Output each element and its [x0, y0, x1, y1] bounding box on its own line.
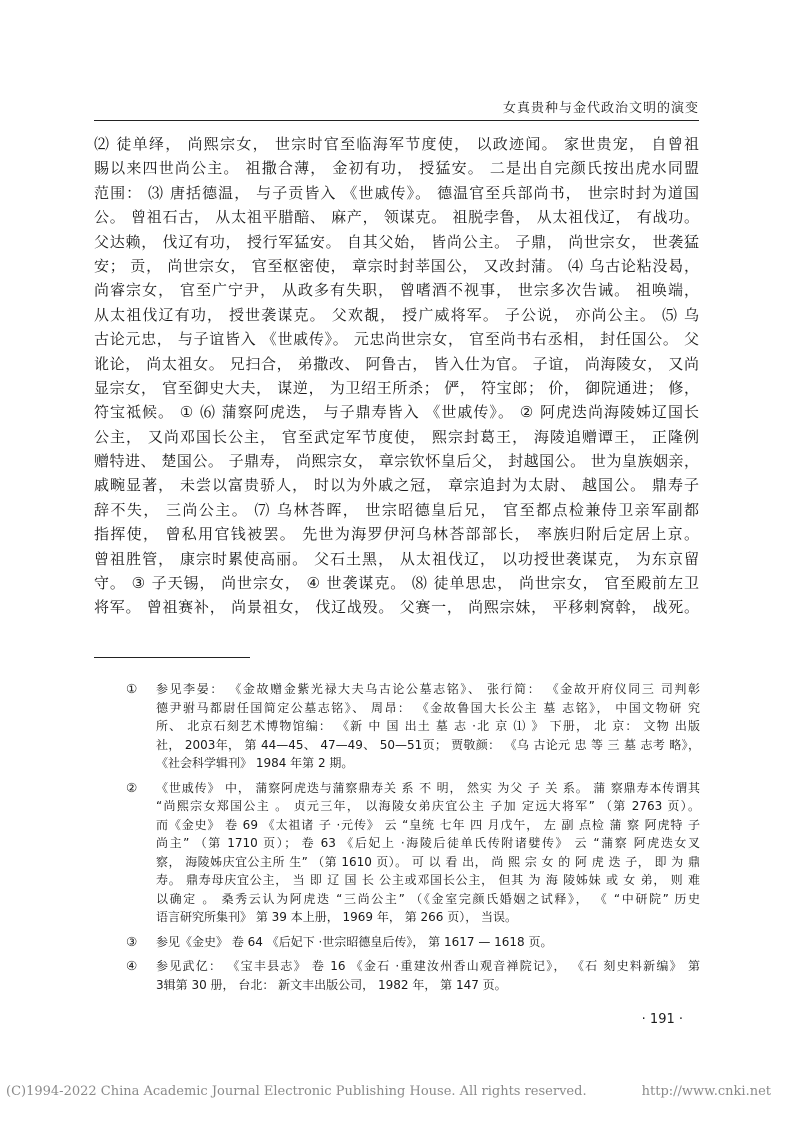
body-line: 辞不失， 三尚公主。 ⑺ 乌林荅晖， 世宗昭德皇后兄， 官至都点检兼侍卫亲军副都 — [94, 500, 699, 519]
footnote-line: 《社会科学辑刊》 1984 年第 2 期。 — [156, 756, 354, 770]
copyright-watermark: (C)1994-2022 China Academic Journal Electronic Publishing House. All rights reserved. — [6, 1084, 587, 1099]
footnote-marker: ① — [126, 681, 138, 696]
footnote-line: 参见李晏： 《金故赠金紫光禄大夫乌古论公墓志铭》、 张行简： 《金故开府仪同三 司判彰 — [156, 682, 700, 696]
footnote-line: 参见《金史》 卷 64 《后妃下 ·世宗昭德皇后传》， 第 1617 — 1618 页。 — [156, 934, 553, 949]
page-number: · 191 · — [641, 1012, 683, 1027]
footnote-marker: ③ — [126, 933, 138, 949]
footnote-line: 德尹驸马都尉任国简定公墓志铭》、 周昂： 《金故鲁国大长公主 墓 志铭》， 中国文物研 究 — [156, 700, 700, 715]
footnote — [126, 933, 700, 952]
body-line: 赠特进、 楚国公。 子鼎寿， 尚熙宗女， 章宗钦怀皇后父， 封越国公。 世为皇族姻亲， — [94, 452, 699, 471]
body-line: 指挥使， 曾私用官钱被罢。 先世为海罗伊河乌林荅部部长， 率族归附后定居上京。 — [94, 525, 699, 544]
footnote-line: 参见武亿： 《宝丰县志》 卷 16 《金石 ·重建汝州香山观音禅院记》， 《石 刻史料新编》 第 — [156, 959, 700, 973]
body-line: 尚睿宗女， 官至广宁尹， 从政多有失职， 曾嗜酒不视事， 世宗多次告诫。 祖唤端， — [94, 281, 699, 300]
body-line: 将军。 曾祖赛补， 尚景祖女， 伐辽战殁。 父赛一， 尚熙宗妹， 平移剌窝斡， 战死。 — [94, 598, 699, 617]
footnote-line: 《世戚传》 中， 蒲察阿虎迭与蒲察鼎寿关 系 不 明， 然实 为父 子 关 系。 蒲 察鼎寿本传谓其 — [156, 780, 700, 795]
footnote-line: 以确定 。 桑秀云认为阿虎迭 “三尚公主” （《金室完颜氏婚姻之试释》， 《 “中研院” 历史 — [156, 891, 700, 906]
footnote-line: “尚熙宗女郑国公主 。 贞元三年， 以海陵女弟庆宜公主 子加 定远大将军” （第 2763 页）。 — [156, 799, 700, 813]
body-line: ⑵ 徒单绎， 尚熙宗女， 世宗时官至临海军节度使， 以政迹闻。 家世贵宠， 自曾祖 — [94, 135, 699, 153]
footnote-body — [130, 680, 700, 773]
footnote-body — [130, 957, 700, 994]
footnote-rule — [94, 657, 250, 658]
footnote-line: 而《金史》 卷 69 《太祖诸 子 ·元传》 云 “皇统 七年 四 月戊午， 左 副 点检 蒲 察 阿虎特 子 — [156, 817, 700, 832]
footnotes — [126, 680, 700, 1000]
running-header: 女真贵种与金代政治文明的演变 — [502, 101, 699, 116]
site-watermark: http://www.cnki.net — [641, 1084, 771, 1099]
footnote-marker: ② — [126, 779, 138, 795]
body-line: 公主， 又尚邓国长公主， 官至武定军节度使， 熙宗封葛王， 海陵追赠谭王， 正隆例 — [94, 427, 699, 446]
body-line: 曾祖胜管， 康宗时累使高丽。 父石土黑， 从太祖伐辽， 以功授世袭谋克， 为东京留 — [94, 549, 699, 568]
footnote-body — [130, 779, 700, 927]
body-line: 賜以来四世尚公主。 祖撒合薄， 金初有功， 授猛安。 二是出自完颜氏按出虎水同盟 — [94, 159, 699, 178]
footnote-line: 3辑第 30 册， 台北： 新文丰出版公司， 1982 年， 第 147 页。 — [156, 977, 507, 992]
body-line: 范围： ⑶ 唐括德温， 与子贡皆入 《世戚传》。 德温官至兵部尚书， 世宗时封为道国 — [94, 183, 699, 202]
footnote-line: 语言研究所集刊》 第 39 本上册， 1969 年， 第 266 页）， 当误。 — [156, 910, 518, 924]
body-line: 安； 贡， 尚世宗女， 官至枢密使， 章宗时封莘国公， 又改封蒲。 ⑷ 乌古论粘没曷， — [94, 256, 699, 275]
body-line: 戚畹显著， 未尝以富贵骄人， 时以为外戚之冠， 章宗追封为太尉、 越国公。 鼎寿子 — [94, 476, 699, 495]
footnote-line: 社， 2003年， 第 44—45、 47—49、 50—51页； 贾敬颜： 《乌 古论元 忠 等 三 墓 志考 略》， — [156, 737, 700, 752]
body-line: 显宗女， 官至御史大夫， 谋逆， 为卫绍王所杀； 俨， 符宝郎； 价， 御院通进； 修， — [94, 378, 699, 397]
body-line: 从太祖伐辽有功， 授世袭谋克。 父欢覩， 授广威将军。 子公说， 亦尚公主。 ⑸ 乌 — [94, 305, 699, 324]
body-line: 父达赖， 伐辽有功， 授行军猛安。 自其父始， 皆尚公主。 子鼎， 尚世宗女， 世袭猛 — [94, 232, 699, 251]
footnote-body — [130, 933, 700, 952]
footnote-marker: ④ — [126, 958, 138, 973]
footnote-line: 寿。 鼎寿母庆宜公主， 当 即 辽 国 长 公主或邓国长公主， 但其 为 海 陵姊妹 或 女 弟， 则 难 — [156, 873, 700, 887]
footnote — [126, 957, 700, 994]
body-line: 公。 曾祖石古， 从太祖平腊醅、 麻产， 领谋克。 祖脱孛鲁， 从太祖伐辽， 有战功。 — [94, 208, 699, 227]
body-line: 守。 ③ 子天锡， 尚世宗女， ④ 世袭谋克。 ⑻ 徒单思忠， 尚世宗女， 官至殿前左卫 — [94, 574, 699, 593]
body-line: 符宝祗候。 ① ⑹ 蒲察阿虎迭， 与子鼎寿皆入 《世戚传》。 ② 阿虎迭尚海陵姊辽国长 — [94, 403, 699, 422]
body-text — [94, 132, 699, 620]
footnote — [126, 680, 700, 773]
body-line: 古论元忠， 与子谊皆入 《世戚传》。 元忠尚世宗女， 官至尚书右丞相， 封任国公。 父 — [94, 330, 699, 349]
header-rule — [94, 120, 699, 121]
footnote-line: 察， 海陵姊庆宜公主所 生” （第 1610 页）。 可 以 看 出， 尚 熙 宗 女 的 阿 虎 迭 子， 即 为 鼎 — [156, 854, 700, 869]
footnote-line: 尚主” （第 1710 页）； 卷 63 《后妃上 ·海陵后徒单氏传附诸嬖传》 云 “蒲察 阿虎迭女叉 — [156, 836, 700, 850]
footnote — [126, 779, 700, 927]
body-line: 讹论， 尚太祖女。 兄扫合， 弟撒改、 阿鲁古， 皆入仕为官。 子谊， 尚海陵女， 又尚 — [94, 354, 699, 373]
footnote-line: 所、 北京石刻艺术博物馆编： 《新 中 国 出土 墓 志 ·北 京 ⑴ 》 下册， 北 京： 文物 出版 — [156, 719, 700, 733]
